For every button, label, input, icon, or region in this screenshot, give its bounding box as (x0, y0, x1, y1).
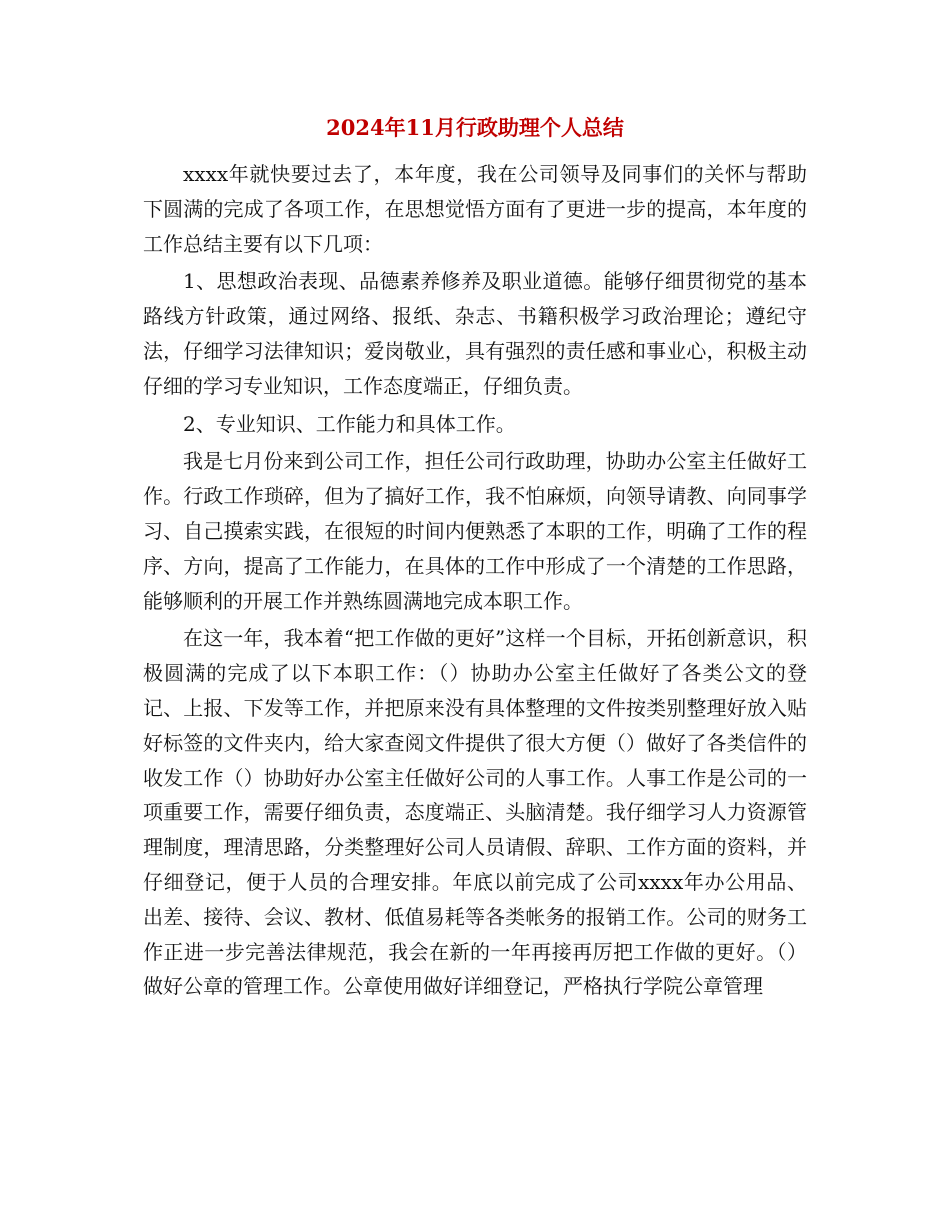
paragraph-duties: 在这一年，我本着“把工作做的更好”这样一个目标，开拓创新意识，积极圆满的完成了以下本职工作：（）协助办公室主任做好了各类公文的登记、上报、下发等工作，并把原来没有具体整理的文件按类别整理好放入贴好标签的文件夹内，给大家查阅文件提供了很大方便（）做好了各类信件的收发工作（）协助好办公室主任做好公司的人事工作。人事工作是公司的一项重要工作，需要仔细负责，态度端正、头脑清楚。我仔细学习人力资源管理制度，理清思路，分类整理好公司人员请假、辞职、工作方面的资料，并仔细登记，便于人员的合理安排。年底以前完成了公司xxxx年办公用品、出差、接待、会议、教材、低值易耗等各类帐务的报销工作。公司的财务工作正进一步完善法律规范，我会在新的一年再接再厉把工作做的更好。（）做好公章的管理工作。公章使用做好详细登记，严格执行学院公章管理 (143, 626, 807, 999)
paragraph-intro: xxxx年就快要过去了，本年度，我在公司领导及同事们的关怀与帮助下圆满的完成了各项工作，在思想觉悟方面有了更进一步的提高，本年度的工作总结主要有以下几项： (143, 162, 807, 256)
paragraph-section-heading: 2、专业知识、工作能力和具体工作。 (183, 411, 516, 436)
paragraph-work-experience: 我是七月份来到公司工作，担任公司行政助理，协助办公室主任做好工作。行政工作琐碎，但为了搞好工作，我不怕麻烦，向领导请教、向同事学习、自己摸索实践，在很短的时间内便熟悉了本职的工作，明确了工作的程序、方向，提高了工作能力，在具体的工作中形成了一个清楚的工作思路，能够顺利的开展工作并熟练圆满地完成本职工作。 (143, 449, 807, 613)
paragraph-political-conduct: 1、思想政治表现、品德素养修养及职业道德。能够仔细贯彻党的基本路线方针政策，通过网络、报纸、杂志、书籍积极学习政治理论；遵纪守法，仔细学习法律知识；爱岗敬业，具有强烈的责任感和事业心，积极主动仔细的学习专业知识，工作态度端正，仔细负责。 (143, 269, 807, 398)
document-title: 2024年11月行政助理个人总结 (326, 115, 624, 140)
document-body (143, 157, 807, 1007)
